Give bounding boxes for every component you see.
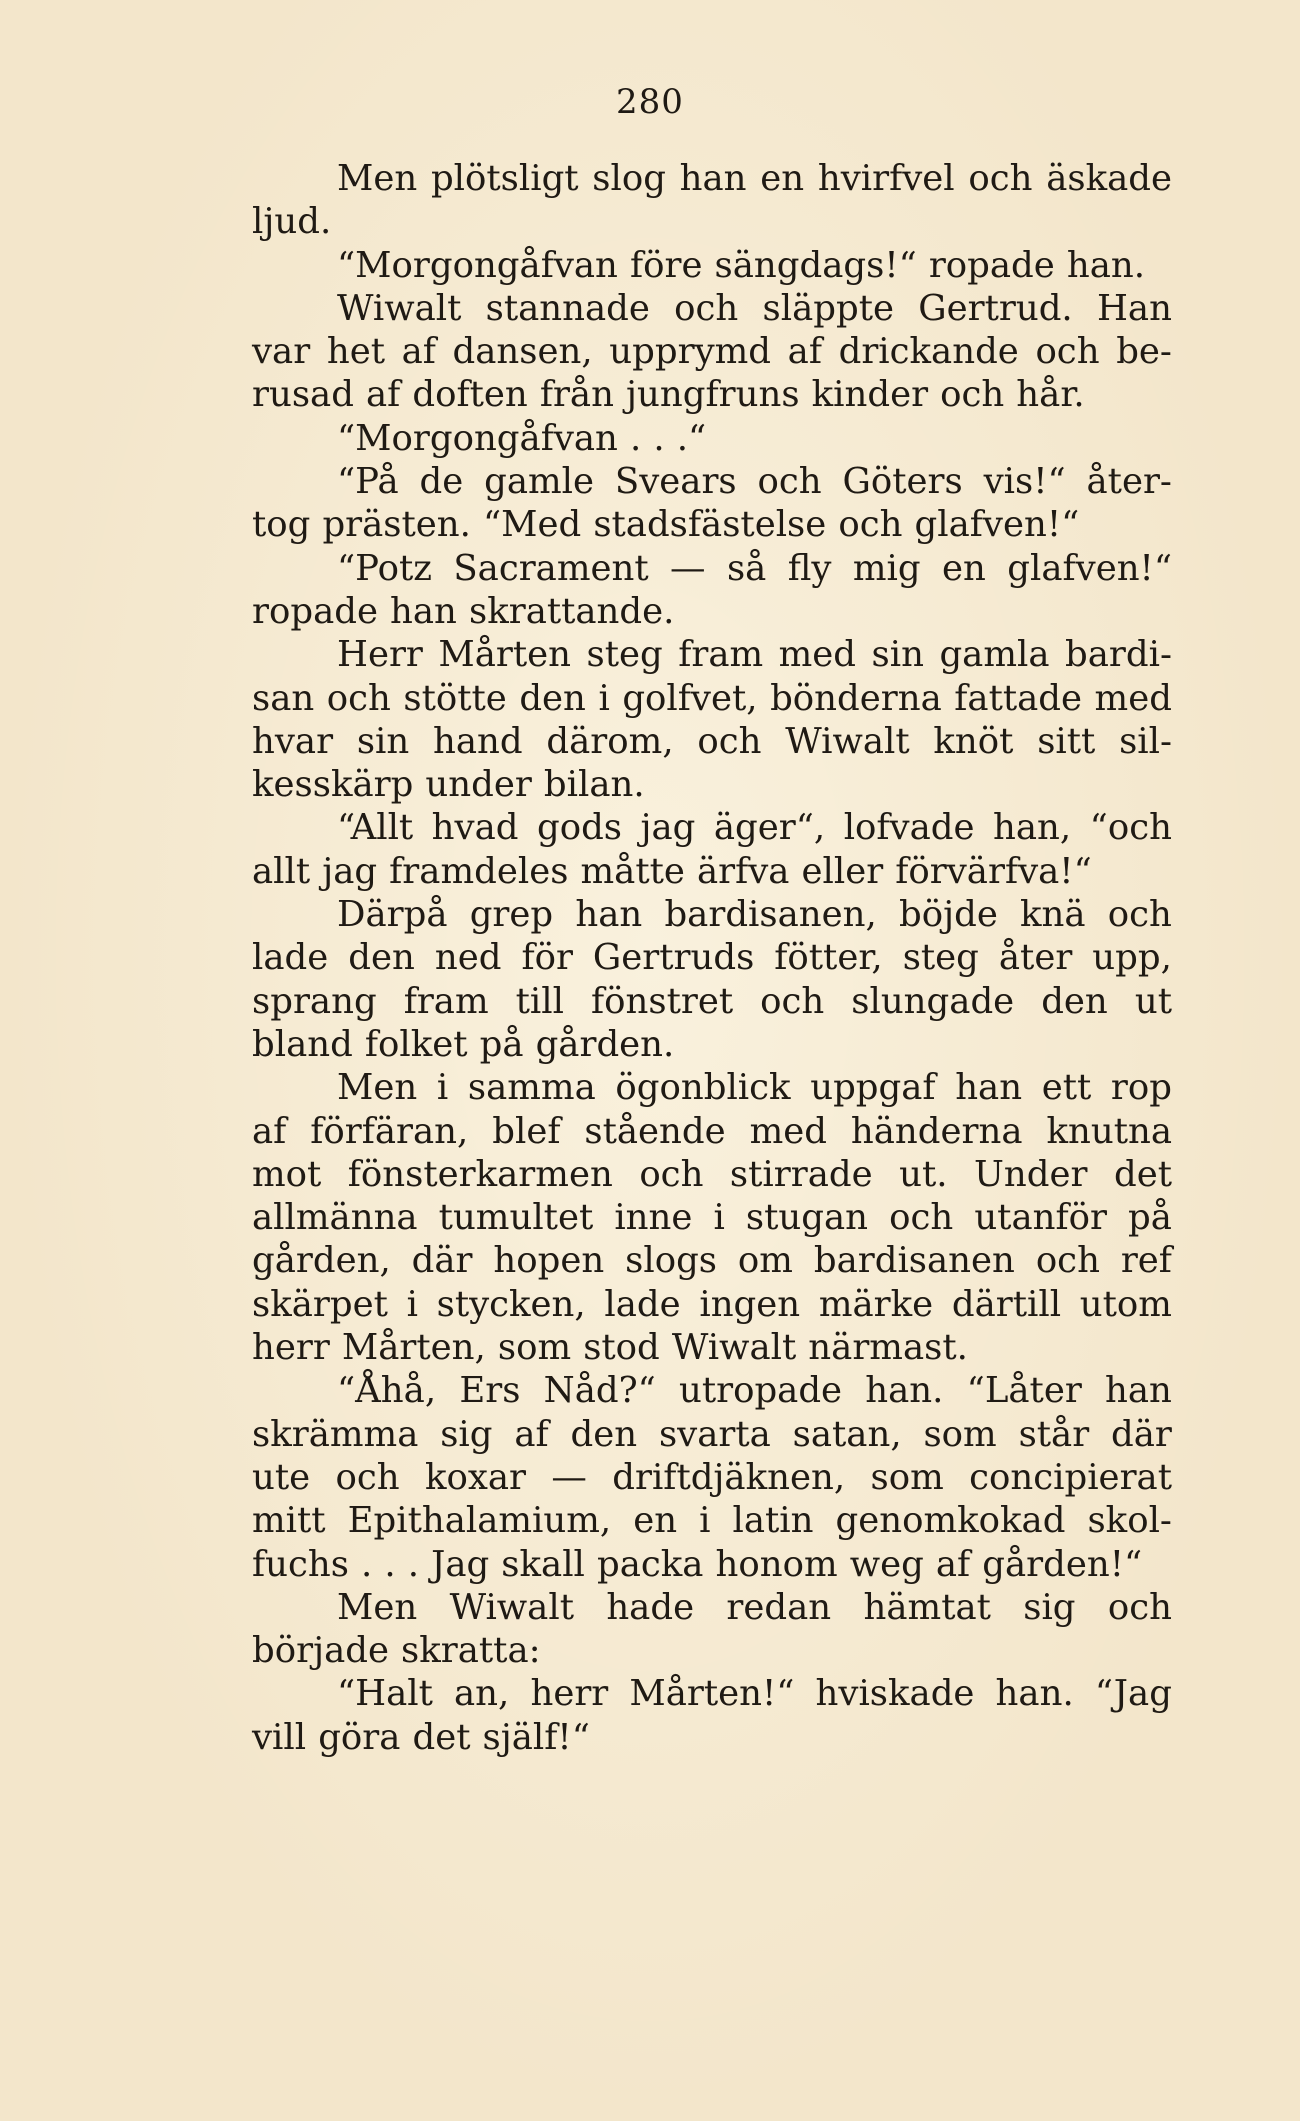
word: sin [871,634,924,676]
word: Svears [614,461,737,503]
word: gården!“ [982,1543,1143,1585]
word: i [713,1197,725,1239]
text-line [252,1283,1172,1326]
word: Sacrament [453,547,649,589]
word: koxar [424,1456,527,1498]
word: ropade [928,244,1055,286]
word: som [923,1413,997,1455]
word: från [539,374,614,416]
word: . [361,1543,373,1585]
word: och [1035,331,1100,373]
word: det [1113,1153,1172,1195]
word: stod [583,1327,660,1369]
word: sprang [252,980,377,1022]
word: hvar [252,720,334,762]
word: stannade [485,287,650,329]
word: jag [322,850,378,892]
text-line [252,590,1172,633]
word: “Morgongåfvan [337,244,618,286]
word: skärpet [252,1283,388,1325]
word: hand [433,720,523,762]
word: ut [1134,980,1172,1022]
word: han [390,590,457,632]
word: och [889,1197,954,1239]
word: inne [614,1197,693,1239]
word: “På [337,461,399,503]
word: bardisanen [813,1240,1015,1282]
word: samma [467,1067,596,1109]
word: böjde [899,894,998,936]
word: Mårten!“ [629,1673,795,1715]
word: glafven!“ [1007,547,1172,589]
word: lofvade [843,807,975,849]
word: själf!“ [482,1716,590,1758]
word: doften [412,374,528,416]
word: “och [1089,807,1172,849]
word: med [749,1110,827,1152]
text-line [252,547,1172,590]
word: en [633,1500,678,1542]
word: stadsfästelse [593,504,827,546]
word: stirrade [729,1153,873,1195]
word: utom [1079,1283,1172,1325]
word: af [787,331,822,373]
word: “Potz [337,547,432,589]
word: i [406,1283,418,1325]
word: stående [584,1110,726,1152]
word: den [1041,980,1108,1022]
word: därom, [546,720,674,762]
word: stycken, [436,1283,586,1325]
text-line [252,1716,1172,1759]
text-line [252,1239,1172,1282]
word: bland [252,1023,353,1065]
word: eller [801,850,884,892]
word: golfvet, [622,677,758,719]
word: bilan. [543,764,645,806]
text-line [252,503,1172,546]
word: ref [1120,1240,1172,1282]
word: det [412,1716,471,1758]
word: till [515,980,564,1022]
word: kesskärp [252,764,414,806]
text-line [252,1369,1172,1412]
word: upprymd [609,331,772,373]
word: för [521,937,573,979]
word: be- [1116,331,1172,373]
word: skrattande. [469,590,675,632]
text-line [252,1326,1172,1369]
word: .“ [676,417,707,459]
word: Men [337,158,418,199]
text-line [252,460,1172,503]
word: kinder [811,374,929,416]
word: prästen. [322,504,471,546]
word: började [252,1630,389,1672]
text-line [252,1586,1172,1629]
word: Nåd?“ [543,1370,656,1412]
word: under [425,764,532,806]
word: fötter, [774,937,883,979]
word: mig [852,547,921,589]
word: den [519,677,586,719]
word: förvärfva!“ [895,850,1092,892]
word: an, [454,1673,510,1715]
word: Epithalamium, [347,1500,612,1542]
word: af [252,1110,287,1152]
word: sig [440,1413,493,1455]
word: Wiwalt [449,1586,574,1628]
text-line [252,1153,1172,1196]
word: måtte [580,850,685,892]
word: Gertruds [592,937,755,979]
word: ut. [899,1153,948,1195]
word: han. [865,1370,944,1412]
word: och [335,1456,400,1498]
word: jag [640,807,696,849]
word: stötte [403,677,507,719]
word: och [326,677,391,719]
word: fram [678,634,764,676]
word: knä [1020,894,1086,936]
word: före [629,244,703,286]
word: han. [995,1673,1074,1715]
word: han, [993,807,1072,849]
word: och [760,980,825,1022]
word: lade [604,1283,681,1325]
word: hämtat [863,1586,991,1628]
word: glafven!“ [914,504,1080,546]
word: den [348,937,415,979]
word: och [940,374,1005,416]
word: Därpå [337,894,448,936]
word: satan, [792,1413,902,1455]
word: steg [586,634,663,676]
word: så [726,547,767,589]
word: på [1128,1197,1172,1239]
word: honom [715,1543,838,1585]
word: där [411,1240,473,1282]
text-line [252,1413,1172,1456]
word: ljud. [252,201,332,243]
word: svarta [658,1413,771,1455]
word: folket [364,1023,468,1065]
word: fönsterkarmen [347,1153,613,1195]
text-line [252,1110,1172,1153]
word: . [629,417,642,459]
word: allt [252,850,311,892]
word: af [514,1413,549,1455]
word: het [326,331,385,373]
word: san [252,677,315,719]
word: sin [356,720,410,762]
word: och [1035,1240,1100,1282]
word: hade [606,1586,695,1628]
word: och [757,461,822,503]
word: händerna [850,1110,1023,1152]
word: upp, [1092,937,1172,979]
word: bardisanen, [664,894,877,936]
word: skol- [1087,1500,1172,1542]
word: “Morgongåfvan [337,417,618,459]
word: tumultet [438,1197,594,1239]
word: herr [530,1673,609,1715]
word: äger“, [713,807,826,849]
word: “Åhå, [337,1370,437,1412]
word: och [639,1153,704,1195]
word: ute [252,1456,311,1498]
word: “Jag [1094,1673,1172,1715]
word: därtill [951,1283,1062,1325]
word: af [401,331,436,373]
word: dansen, [452,331,593,373]
word: hår. [1016,374,1085,416]
text-line [252,677,1172,720]
word: göra [318,1716,401,1758]
word: och [674,287,739,329]
word: af [935,1543,971,1585]
word: sängdags!“ [714,244,917,286]
word: Wiwalt [785,720,910,762]
word: vill [252,1716,307,1758]
text-line [252,1066,1172,1109]
word: fattade [954,677,1083,719]
word: ögonblick [615,1067,791,1109]
word: concipierat [969,1456,1172,1498]
word: han. [1066,244,1146,286]
word: Men [337,1586,418,1628]
text-line [252,1543,1172,1586]
word: Under [974,1153,1088,1195]
text-line [252,1629,1172,1672]
word: de [419,461,464,503]
word: “Med [483,504,582,546]
word: åter- [1086,461,1172,503]
word: på [479,1023,524,1065]
word: och [838,504,903,546]
word: gamle [484,461,595,503]
word: han [955,1067,1023,1109]
word: rusad [252,374,354,416]
word: bardi- [1065,634,1172,676]
word: som [497,1327,572,1369]
word: framdeles [389,850,569,892]
word: i [699,1500,711,1542]
word: gården. [535,1023,675,1065]
word: . [384,1543,396,1585]
word: en [760,158,805,199]
word: skrämma [252,1413,419,1455]
word: redan [726,1586,832,1628]
word: och [1107,894,1172,936]
word: som [870,1456,944,1498]
word: Gertrud. [918,287,1073,329]
word: “Allt [337,807,414,849]
word: gården, [252,1240,391,1282]
text-line [252,806,1172,849]
text-line [252,244,1172,287]
word: packa [596,1543,704,1585]
word: utanför [974,1197,1107,1239]
word: weg [849,1543,924,1585]
word: Men [337,1067,418,1109]
word: utropade [678,1370,843,1412]
word: grep [469,894,554,936]
word: Wiwalt [671,1327,797,1369]
word: stugan [745,1197,869,1239]
text-line [252,373,1172,416]
word: . [407,1543,420,1585]
word: drickande [838,331,1019,373]
text-line [252,1023,1172,1066]
word: ett [1041,1067,1092,1109]
word: släppte [762,287,895,329]
word: . [653,417,665,459]
word: fram [403,980,489,1022]
word: fönstret [590,980,734,1022]
word: vis!“ [983,461,1066,503]
text-line [252,720,1172,763]
word: och [697,720,762,762]
text-line [252,980,1172,1023]
text-line [252,850,1172,893]
text-line [252,893,1172,936]
word: fly [787,547,832,589]
word: mot [252,1153,322,1195]
word: uppgaf [810,1067,936,1109]
word: skratta: [401,1630,541,1672]
word: tog [252,504,311,546]
word: “Låter [966,1370,1082,1412]
word: han [575,894,643,936]
text-line [252,330,1172,373]
word: där [1111,1413,1172,1455]
word: Ers [459,1370,521,1412]
word: hvad [431,807,519,849]
word: “Halt [337,1673,433,1715]
word: förfäran, [310,1110,469,1152]
word: ropade [252,590,378,632]
word: hopen [493,1240,605,1282]
text-line [252,417,1172,460]
word: om [737,1240,793,1282]
word: driftdjäknen, [612,1456,846,1498]
word: allmänna [252,1197,418,1239]
word: slungade [851,980,1015,1022]
text-line [252,157,1172,200]
word: Mårten [438,634,572,676]
word: genomkokad [835,1500,1066,1542]
word: latin [732,1500,814,1542]
word: knöt [933,720,1014,762]
word: mitt [252,1500,326,1542]
word: han [679,158,747,199]
word: rop [1110,1067,1172,1109]
word: med [778,634,857,676]
text-line [252,936,1172,979]
word: jungfruns [626,374,800,416]
text-line [252,1456,1172,1499]
word: gamla [939,634,1050,676]
word: slogs [625,1240,718,1282]
word: steg [902,937,979,979]
page-number: 280 [616,82,684,122]
text-line [252,287,1172,330]
word: knutna [1046,1110,1172,1152]
body-text [252,157,1172,1759]
word: plötsligt [430,158,579,199]
word: — [670,547,706,589]
word: sitt [1037,720,1096,762]
text-line [252,1672,1172,1715]
word: ingen [699,1283,801,1325]
word: en [941,547,986,589]
word: fuchs [252,1543,349,1585]
word: — [551,1456,587,1498]
word: af [366,374,401,416]
word: blef [492,1110,561,1152]
word: lade [252,937,329,979]
word: Herr [337,634,423,676]
text-line [252,1196,1172,1239]
word: skall [501,1543,585,1585]
text-line [252,1499,1172,1542]
word: Han [1096,287,1172,329]
word: ned [434,937,502,979]
word: var [252,331,311,373]
word: slog [592,158,666,199]
word: den [570,1413,638,1455]
word: sig [1023,1586,1076,1628]
word: sil- [1119,720,1172,762]
word: i [436,1067,449,1109]
word: ärfva [696,850,790,892]
word: bönderna [770,677,942,719]
word: hvirfvel [817,158,955,199]
word: står [1018,1413,1090,1455]
word: Wiwalt [337,287,462,329]
word: gods [536,807,623,849]
text-line [252,763,1172,806]
text-line [252,200,1172,243]
word: närmast. [808,1327,968,1369]
word: i [598,677,610,719]
word: Göters [842,461,963,503]
word: herr [252,1327,330,1369]
word: märke [818,1283,934,1325]
word: hviskade [815,1673,975,1715]
word: och [968,158,1033,199]
word: åter [998,937,1073,979]
word: Jag [431,1543,490,1585]
word: Mårten, [341,1327,486,1369]
word: med [1094,677,1172,719]
word: han [1105,1370,1172,1412]
text-line [252,633,1172,676]
word: och [1107,1586,1172,1628]
word: äskade [1046,158,1172,199]
